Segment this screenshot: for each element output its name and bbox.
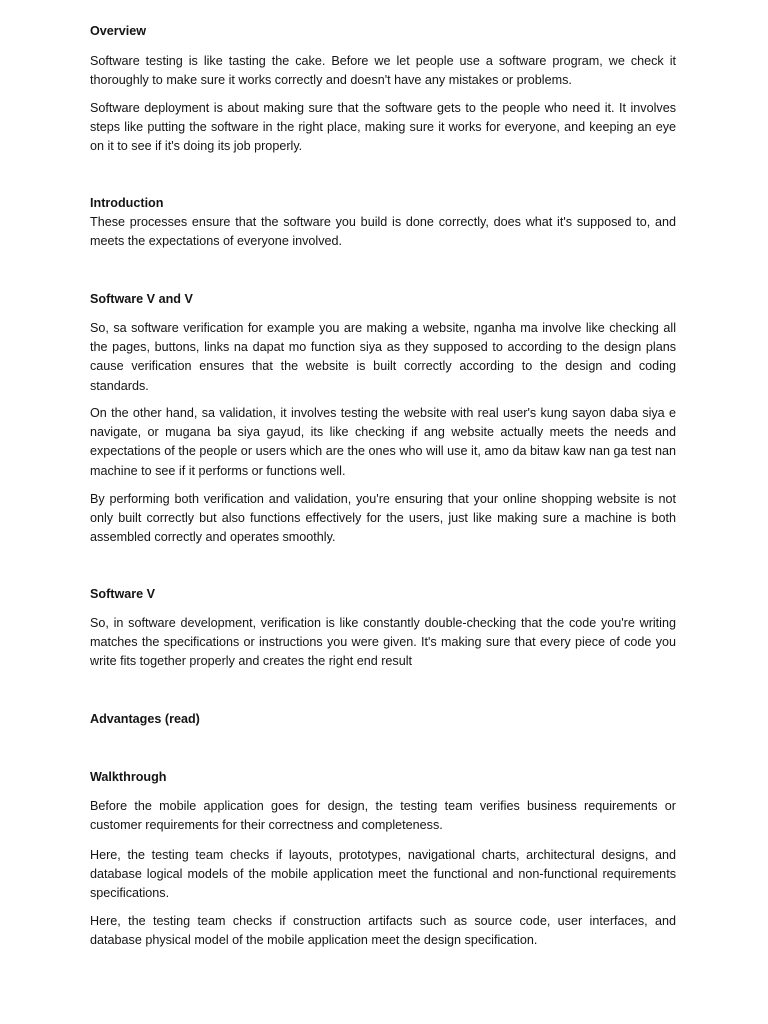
overview-paragraph-2: Software deployment is about making sure that the software gets to the people who need it. It involves steps like putting the software in the right place, making sure it works for everyone, and keeping an eye on it to see if it's doing its job properly. xyxy=(90,101,676,154)
walkthrough-paragraph-3: Here, the testing team checks if construction artifacts such as source code, user interfaces, and database physical model of the mobile application meet the design specification. xyxy=(90,914,676,948)
heading-introduction: Introduction xyxy=(90,196,164,210)
introduction-paragraph-1: These processes ensure that the software you build is done correctly, does what it's supposed to, and meets the expectations of everyone involved. xyxy=(90,215,676,249)
overview-paragraph-1: Software testing is like tasting the cake. Before we let people use a software program, we check it thoroughly to make sure it works correctly and doesn't have any mistakes or problems. xyxy=(90,54,676,88)
heading-advantages: Advantages (read) xyxy=(90,712,200,726)
heading-walkthrough: Walkthrough xyxy=(90,770,167,784)
software-v-and-v-paragraph-1: So, sa software verification for example you are making a website, nganha ma involve like checking all the pages, buttons, links na dapat mo function siya as they supposed to according to the design plans cause verification ensures that the website is built correctly according to the design and coding standards. xyxy=(90,321,676,393)
software-v-and-v-paragraph-3: By performing both verification and validation, you're ensuring that your online shopping website is not only built correctly but also functions effectively for the users, just like making sure a machine is both assembled correctly and operates smoothly. xyxy=(90,492,676,545)
heading-software-v: Software V xyxy=(90,587,156,601)
software-v-and-v-paragraph-2: On the other hand, sa validation, it involves testing the website with real user's kung sayon daba siya e navigate, or mugana ba siya gayud, its like checking if ang website actually meets the needs and expectations of the people or users which are the ones who will use it, amo da bitaw kaw nan ga test nan machine to see if it performs or functions well. xyxy=(90,406,676,478)
walkthrough-paragraph-1: Before the mobile application goes for design, the testing team verifies business requirements or customer requirements for their correctness and completeness. xyxy=(90,799,676,833)
heading-software-v-and-v: Software V and V xyxy=(90,292,193,306)
software-v-paragraph-1: So, in software development, verification is like constantly double-checking that the code you're writing matches the specifications or instructions you were given. It's making sure that every piece of code you write fits together properly and creates the right end result xyxy=(90,616,676,669)
heading-overview: Overview xyxy=(90,24,147,38)
walkthrough-paragraph-2: Here, the testing team checks if layouts, prototypes, navigational charts, architectural designs, and database logical models of the mobile application meet the functional and non-functional requirements specifications. xyxy=(90,848,676,901)
